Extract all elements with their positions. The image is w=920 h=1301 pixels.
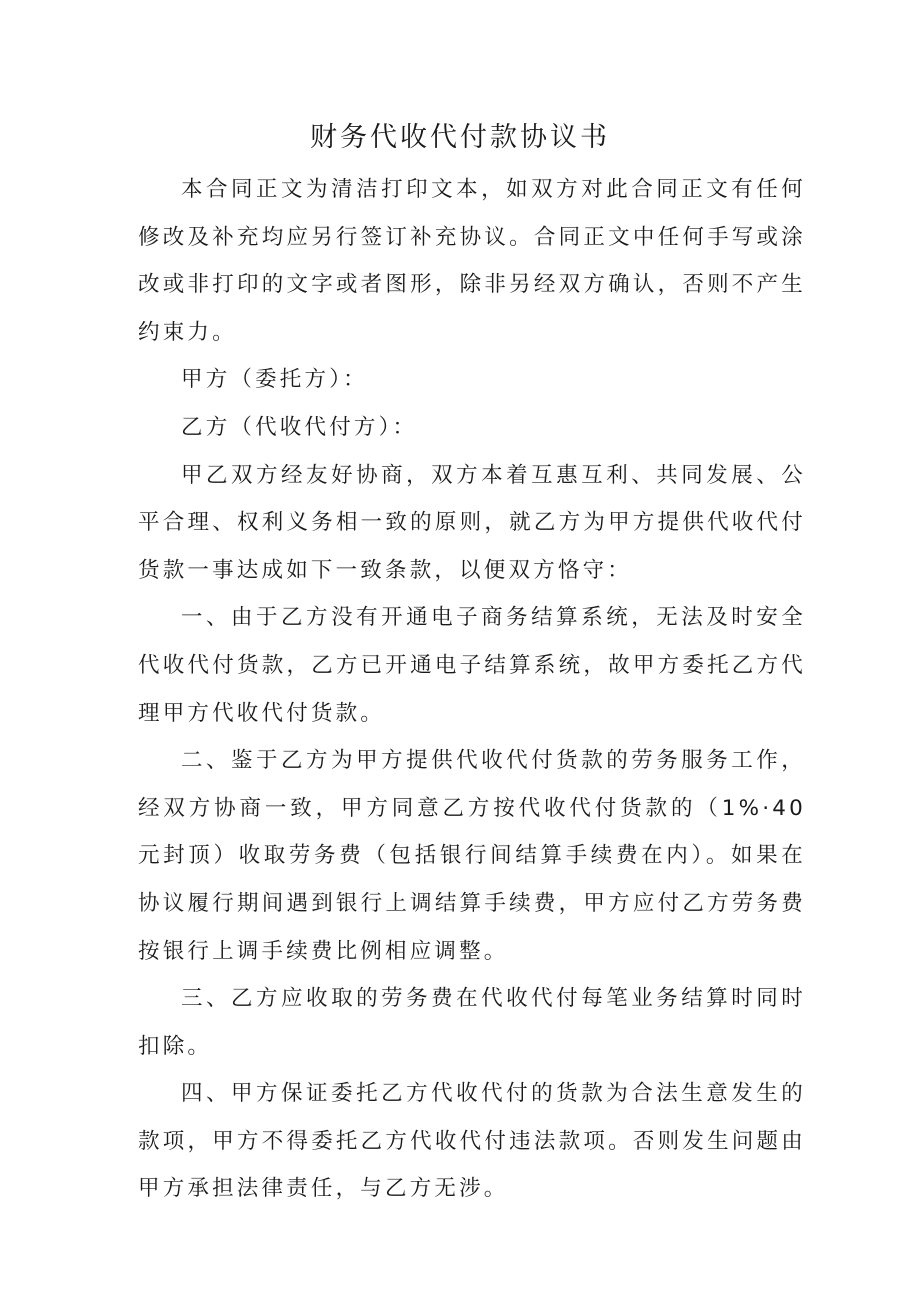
paragraph-intro: 甲乙双方经友好协商，双方本着互惠互利、共同发展、公平合理、权利义务相一致的原则，就乙方为甲方提供代收代付货款一事达成如下一致条款，以便双方恪守： [138,462,806,583]
paragraph-clause-4: 四、甲方保证委托乙方代收代付的货款为合法生意发生的款项，甲方不得委托乙方代收代付违法款项。否则发生问题由甲方承担法律责任，与乙方无涉。 [138,1081,806,1202]
paragraph-clause-1: 一、由于乙方没有开通电子商务结算系统，无法及时安全代收代付货款，乙方已开通电子结算系统，故甲方委托乙方代理甲方代收代付货款。 [138,605,806,726]
paragraph-clause-2: 二、鉴于乙方为甲方提供代收代付货款的劳务服务工作，经双方协商一致，甲方同意乙方按代收代付货款的（1%·40元封顶）收取劳务费（包括银行间结算手续费在内）。如果在协议履行期间遇到银行上调结算手续费，甲方应付乙方劳务费按银行上调手续费比例相应调整。 [138,748,806,964]
paragraph-clause-3: 三、乙方应收取的劳务费在代收代付每笔业务结算时同时扣除。 [138,986,806,1059]
paragraph-party-b: 乙方（代收代付方）： [181,414,418,440]
document-title: 财务代收代付款协议书 [310,122,610,153]
document-body [138,166,806,1213]
paragraph-preamble: 本合同正文为清洁打印文本，如双方对此合同正文有任何修改及补充均应另行签订补充协议。合同正文中任何手写或涂改或非打印的文字或者图形，除非另经双方确认，否则不产生约束力。 [138,177,806,345]
paragraph-party-a: 甲方（委托方）： [181,367,368,393]
